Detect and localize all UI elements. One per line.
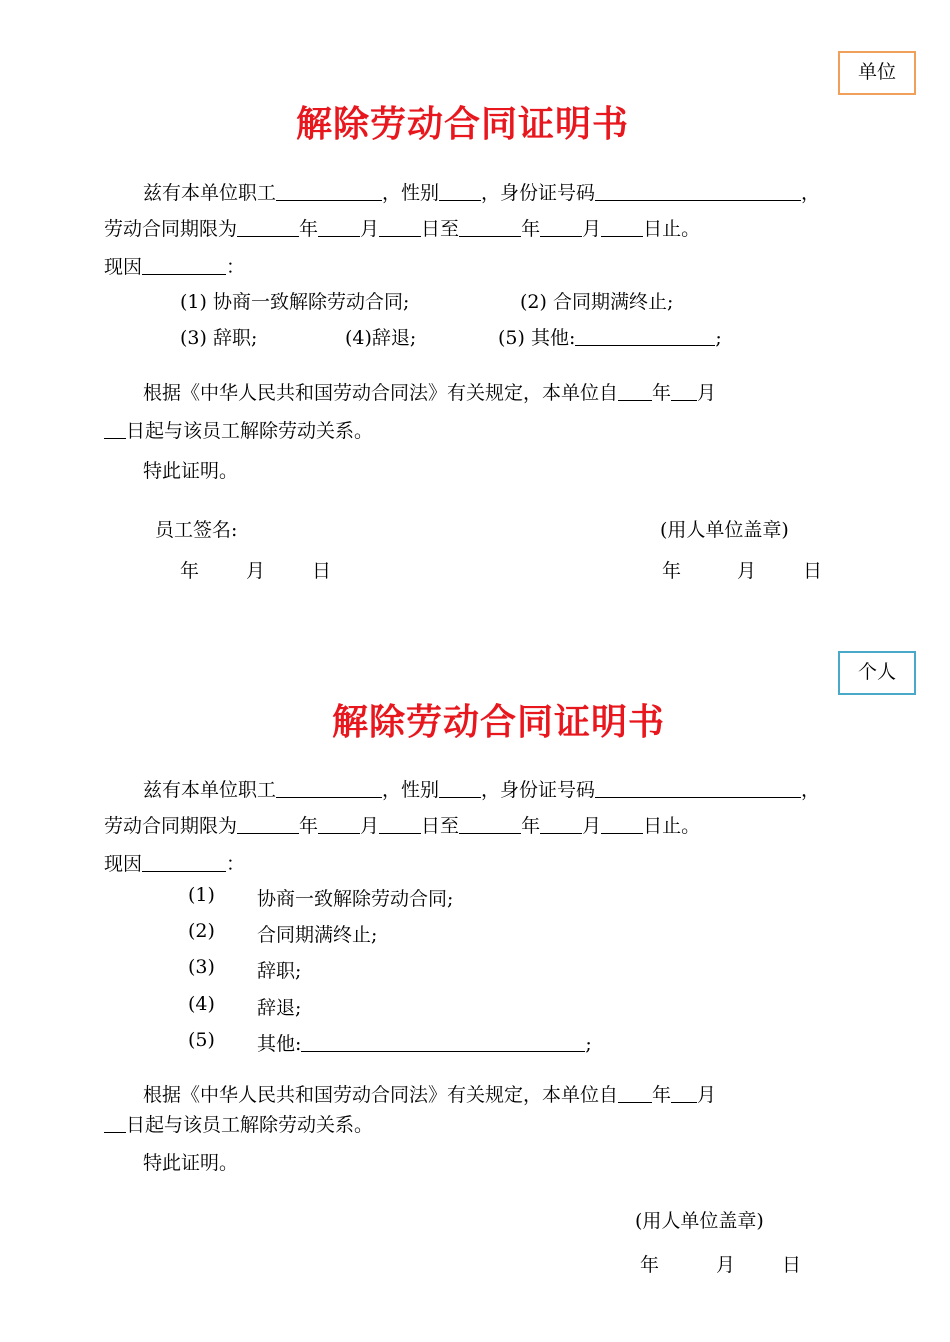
- term-label: 劳动合同期限为: [104, 218, 238, 240]
- unit-certify: 特此证明。: [143, 460, 239, 482]
- unit-line-term: [104, 214, 700, 241]
- person-option-3-number: (3): [188, 956, 215, 978]
- person-line-reason: [104, 849, 245, 876]
- person-line-employee: [143, 775, 820, 802]
- month-label: 月: [697, 1084, 717, 1106]
- person-option-3: 辞职;: [257, 960, 302, 982]
- id-number-blank: [595, 181, 801, 201]
- unit-section-title: 解除劳动合同证明书: [296, 103, 630, 145]
- unit-line-basis-cont: [104, 416, 373, 443]
- person-date-day: 日: [782, 1254, 802, 1276]
- unit-option-1: (1) 协商一致解除劳动合同;: [180, 291, 410, 313]
- start-year-blank: [237, 217, 299, 237]
- employee-signature-label: 员工签名:: [155, 519, 238, 541]
- person-certify: 特此证明。: [143, 1152, 239, 1174]
- gender-blank: [439, 778, 481, 798]
- to-label: 日至: [421, 218, 460, 240]
- end-year-blank: [459, 814, 521, 834]
- start-year-blank: [237, 814, 299, 834]
- seal-date-month: 月: [737, 560, 757, 582]
- reason-label: 现因: [104, 853, 143, 875]
- comma: ，: [801, 779, 821, 801]
- person-seal-label: (用人单位盖章): [635, 1210, 764, 1232]
- other-label: (5) 其他:: [498, 327, 576, 349]
- end-day-blank: [601, 217, 643, 237]
- gender-blank: [439, 181, 481, 201]
- gender-label: ，性别: [382, 779, 440, 801]
- person-option-4-number: (4): [188, 993, 215, 1015]
- person-line-basis: [143, 1080, 716, 1107]
- colon: ：: [226, 853, 246, 875]
- person-option-1-number: (1): [188, 884, 215, 906]
- year-label: 年: [299, 815, 319, 837]
- person-section-title: 解除劳动合同证明书: [332, 701, 666, 743]
- month-label: 月: [360, 218, 380, 240]
- employee-label: 兹有本单位职工: [143, 779, 277, 801]
- basis-year-blank: [618, 381, 652, 401]
- person-option-2: 合同期满终止;: [257, 924, 378, 946]
- other-blank: [575, 326, 715, 346]
- basis-month-blank: [671, 381, 697, 401]
- year-label: 年: [521, 218, 541, 240]
- year-label: 年: [521, 815, 541, 837]
- unit-option-4: (4)辞退;: [345, 327, 417, 349]
- other-blank: [301, 1032, 585, 1052]
- employee-date-month: 月: [246, 560, 266, 582]
- seal-date-year: 年: [662, 560, 682, 582]
- colon: ：: [226, 256, 246, 278]
- to-label: 日至: [421, 815, 460, 837]
- person-option-2-number: (2): [188, 920, 215, 942]
- person-option-4: 辞退;: [257, 997, 302, 1019]
- seal-date-day: 日: [803, 560, 823, 582]
- reason-blank: [142, 852, 226, 872]
- person-line-basis-cont: [104, 1110, 373, 1137]
- basis-day-blank: [104, 1113, 126, 1133]
- month-label: 月: [582, 218, 602, 240]
- unit-line-reason: [104, 252, 245, 279]
- person-option-1: 协商一致解除劳动合同;: [257, 888, 454, 910]
- semicolon: ;: [585, 1033, 592, 1055]
- employee-name-blank: [276, 778, 382, 798]
- person-date-month: 月: [716, 1254, 736, 1276]
- basis-text-cont: 日起与该员工解除劳动关系。: [126, 420, 374, 442]
- month-label: 月: [697, 382, 717, 404]
- end-year-blank: [459, 217, 521, 237]
- basis-text-cont: 日起与该员工解除劳动关系。: [126, 1114, 374, 1136]
- end-month-blank: [540, 814, 582, 834]
- basis-day-blank: [104, 419, 126, 439]
- unit-option-5: [498, 323, 722, 350]
- unit-line-employee: [143, 178, 820, 205]
- end-month-blank: [540, 217, 582, 237]
- id-label: ，身份证号码: [481, 182, 596, 204]
- employee-date-year: 年: [180, 560, 200, 582]
- person-option-5: [257, 1029, 592, 1056]
- unit-option-3: (3) 辞职;: [180, 327, 258, 349]
- person-option-5-number: (5): [188, 1029, 215, 1051]
- basis-text: 根据《中华人民共和国劳动合同法》有关规定，本单位自: [143, 1084, 619, 1106]
- basis-text: 根据《中华人民共和国劳动合同法》有关规定，本单位自: [143, 382, 619, 404]
- employee-label: 兹有本单位职工: [143, 182, 277, 204]
- employee-name-blank: [276, 181, 382, 201]
- comma: ，: [801, 182, 821, 204]
- start-day-blank: [379, 814, 421, 834]
- id-number-blank: [595, 778, 801, 798]
- person-date-year: 年: [640, 1254, 660, 1276]
- end-day-blank: [601, 814, 643, 834]
- person-line-term: [104, 811, 700, 838]
- start-day-blank: [379, 217, 421, 237]
- id-label: ，身份证号码: [481, 779, 596, 801]
- other-label: 其他:: [257, 1033, 302, 1055]
- unit-line-basis: [143, 378, 716, 405]
- month-label: 月: [360, 815, 380, 837]
- basis-year-blank: [618, 1083, 652, 1103]
- month-label: 月: [582, 815, 602, 837]
- start-month-blank: [318, 217, 360, 237]
- unit-option-2: (2) 合同期满终止;: [520, 291, 674, 313]
- year-label: 年: [652, 1084, 672, 1106]
- semicolon: ;: [715, 327, 722, 349]
- end-label: 日止。: [643, 815, 701, 837]
- person-section-tag: 个人: [838, 651, 916, 695]
- gender-label: ，性别: [382, 182, 440, 204]
- reason-blank: [142, 255, 226, 275]
- term-label: 劳动合同期限为: [104, 815, 238, 837]
- unit-section-tag: 单位: [838, 51, 916, 95]
- unit-seal-label: (用人单位盖章): [660, 519, 789, 541]
- year-label: 年: [652, 382, 672, 404]
- basis-month-blank: [671, 1083, 697, 1103]
- year-label: 年: [299, 218, 319, 240]
- end-label: 日止。: [643, 218, 701, 240]
- reason-label: 现因: [104, 256, 143, 278]
- employee-date-day: 日: [312, 560, 332, 582]
- start-month-blank: [318, 814, 360, 834]
